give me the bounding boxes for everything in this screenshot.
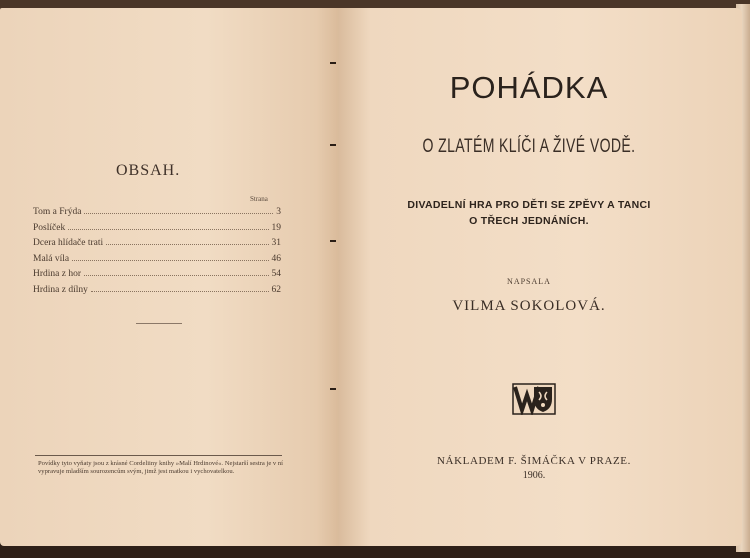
toc-item-title: Tom a Frýda [33, 207, 82, 217]
publication-year: 1906. [522, 470, 546, 481]
binding-stitch [330, 144, 336, 146]
book-description-line-2: O TŘECH JEDNÁNÍCH. [469, 215, 589, 227]
publisher-monogram-icon [512, 383, 556, 415]
toc-item-page: 46 [271, 253, 281, 264]
footnote: Povídky tyto vyňaty jsou z krásné Cordeliiny knihy »Malí Hrdinové«. Nejstarší sestra je v ní vypravuje mladším sourozencům svým, jimž jest matkou i vychovatelkou. [38, 460, 283, 475]
toc-item [33, 238, 281, 254]
toc-divider [136, 323, 182, 324]
toc-list [33, 207, 281, 300]
author-label: NAPSALA [507, 277, 551, 286]
toc-item [33, 207, 281, 223]
left-page [0, 8, 344, 546]
book-description-line-1: DIVADELNÍ HRA PRO DĚTI SE ZPĚVY A TANCI [407, 199, 651, 211]
toc-item [33, 223, 281, 239]
footnote-divider [35, 455, 282, 456]
book-subtitle: O ZLATÉM KLÍČI A ŽIVÉ VODĚ. [422, 136, 636, 157]
toc-item-page: 3 [276, 207, 281, 217]
toc-item-title: Malá víla [33, 253, 70, 264]
publisher: NÁKLADEM F. ŠIMÁČKA V PRAZE. [437, 455, 631, 467]
toc-item [33, 254, 281, 270]
toc-title: OBSAH. [116, 162, 181, 179]
binding-stitch [330, 62, 336, 64]
toc-item-page: 54 [271, 269, 281, 279]
toc-item-title: Hrdina z dílny [33, 284, 88, 295]
author-name: VILMA SOKOLOVÁ. [452, 298, 606, 314]
book-description [339, 197, 719, 229]
toc-item-page: 31 [271, 238, 281, 248]
binding-stitch [330, 388, 336, 390]
toc-item-title: Dcera hlídače trati [33, 238, 104, 248]
toc-page-column-header: Strana [250, 195, 268, 203]
toc-item-page: 62 [271, 284, 281, 295]
toc-item [33, 269, 281, 285]
toc-item-page: 19 [271, 222, 281, 233]
book-title: POHÁDKA [449, 70, 609, 105]
toc-item [33, 285, 281, 301]
toc-item-title: Poslíček [33, 222, 66, 233]
toc-item-title: Hrdina z hor [33, 269, 82, 279]
binding-stitch [330, 240, 336, 242]
